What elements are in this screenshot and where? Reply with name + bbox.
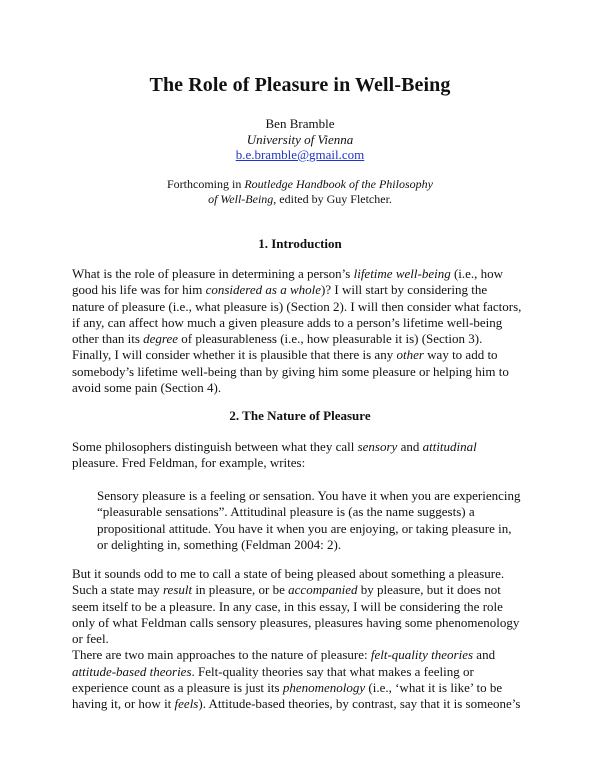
text-run: (i.e., how [450, 266, 504, 281]
text-run: nature of pleasure (i.e., what pleasure is) (Section 2). I will then consider what factors, [72, 298, 522, 314]
text-run: and [473, 647, 496, 663]
italic-run: lifetime well-being [353, 266, 451, 281]
text-run: way to add to [423, 347, 498, 363]
text-run: Such a state may [72, 582, 163, 598]
text-run: )? I will start by considering the [321, 282, 488, 298]
text-run: or delighting in, something (Feldman 2004: 2). [97, 536, 342, 552]
author-affiliation: University of Vienna [246, 132, 354, 147]
text-run: . Felt-quality theories say that what makes a feeling or [191, 663, 474, 679]
text-run: if any, can affect how much a given pleasure adds to a person’s lifetime well-being [72, 314, 503, 330]
text-line [72, 347, 532, 363]
forthcoming-book-title: Routledge Handbook of the Philosophy [244, 177, 433, 191]
text-line [72, 380, 532, 396]
text-line [97, 537, 537, 553]
text-run: having it, or how it [72, 696, 175, 712]
text-line [97, 504, 537, 520]
text-run: or feel. [72, 631, 109, 647]
italic-run: attitude-based theories [72, 663, 192, 679]
section-heading-introduction: 1. Introduction [258, 236, 342, 251]
text-run: only of what Feldman calls sensory pleasures, pleasures having some phenomenology [72, 614, 520, 630]
text-run: ). Attitude-based theories, by contrast, say that it is someone’s [198, 696, 521, 712]
text-run: by pleasure, but it does not [357, 582, 501, 598]
italic-run: accompanied [288, 582, 358, 598]
text-line [72, 647, 532, 663]
forthcoming-suffix: , edited by Guy Fletcher. [273, 192, 392, 206]
text-run: seem itself to be a pleasure. In any case, in this essay, I will be considering the role [72, 598, 503, 614]
text-line [72, 615, 532, 631]
text-run: of pleasurableness (i.e., how pleasurable it is) (Section 3). [178, 331, 483, 347]
text-run: propositional attitude. You have it when you are enjoying, or taking pleasure in, [97, 520, 512, 536]
author-email-link[interactable]: b.e.bramble@gmail.com [235, 147, 365, 162]
block-quote [97, 488, 537, 553]
text-line [97, 488, 537, 504]
italic-run: felt-quality theories [370, 647, 474, 663]
forthcoming-line-1 [0, 176, 600, 192]
author-name: Ben Bramble [265, 116, 335, 131]
nature-paragraph [72, 439, 532, 472]
text-line [72, 599, 532, 615]
text-run: Some philosophers distinguish between what they call [72, 439, 358, 454]
text-run: and [397, 439, 423, 454]
intro-paragraph [72, 266, 532, 396]
text-run: (i.e., ‘what it is like’ to be [365, 680, 503, 696]
text-line [72, 631, 532, 647]
text-line [72, 664, 532, 680]
text-line [72, 364, 532, 380]
italic-run: result [162, 582, 193, 598]
body-paragraph [72, 566, 532, 713]
italic-run: degree [143, 331, 179, 347]
text-line [72, 582, 532, 598]
italic-run: feels [174, 696, 199, 712]
text-run: experience count as a pleasure is just its [72, 680, 283, 696]
text-run: Finally, I will consider whether it is plausible that there is any [72, 347, 397, 363]
text-run: pleasure. Fred Feldman, for example, writes: [72, 455, 306, 471]
text-run: in pleasure, or be [192, 582, 289, 598]
text-run: There are two main approaches to the nature of pleasure: [72, 647, 371, 663]
text-line [72, 282, 532, 298]
author-email-line [0, 147, 600, 163]
text-line [72, 696, 532, 712]
text-run: good his life was for him [72, 282, 206, 298]
forthcoming-book-title-cont: of Well-Being [208, 192, 274, 206]
text-run: other than its [72, 331, 144, 347]
italic-run: phenomenology [282, 680, 366, 696]
text-line [72, 331, 532, 347]
text-line [72, 299, 532, 315]
italic-run: sensory [357, 439, 398, 454]
text-line [72, 266, 532, 282]
text-line [97, 521, 537, 537]
text-line [72, 315, 532, 331]
text-line [72, 566, 532, 582]
text-run: Sensory pleasure is a feeling or sensation. You have it when you are experiencing [97, 488, 521, 503]
italic-run: other [396, 347, 424, 363]
text-run: somebody’s lifetime well-being than by giving him some pleasure or helping him to [72, 363, 509, 379]
text-run: avoid some pain (Section 4). [72, 380, 222, 396]
text-run: “pleasurable sensations”. Attitudinal pleasure is (as the name suggests) a [97, 504, 475, 520]
page-title: The Role of Pleasure in Well-Being [149, 74, 451, 96]
italic-run: attitudinal [422, 439, 477, 454]
text-line [72, 680, 532, 696]
text-line [72, 455, 532, 471]
italic-run: considered as a whole [205, 282, 322, 298]
text-run: What is the role of pleasure in determining a person’s [72, 266, 354, 281]
forthcoming-prefix: Forthcoming in [167, 177, 245, 191]
text-run: But it sounds odd to me to call a state of being pleased about something a pleasure. [72, 566, 505, 581]
text-line [72, 439, 532, 455]
section-heading-nature: 2. The Nature of Pleasure [229, 408, 371, 423]
forthcoming-line-2 [0, 191, 600, 207]
